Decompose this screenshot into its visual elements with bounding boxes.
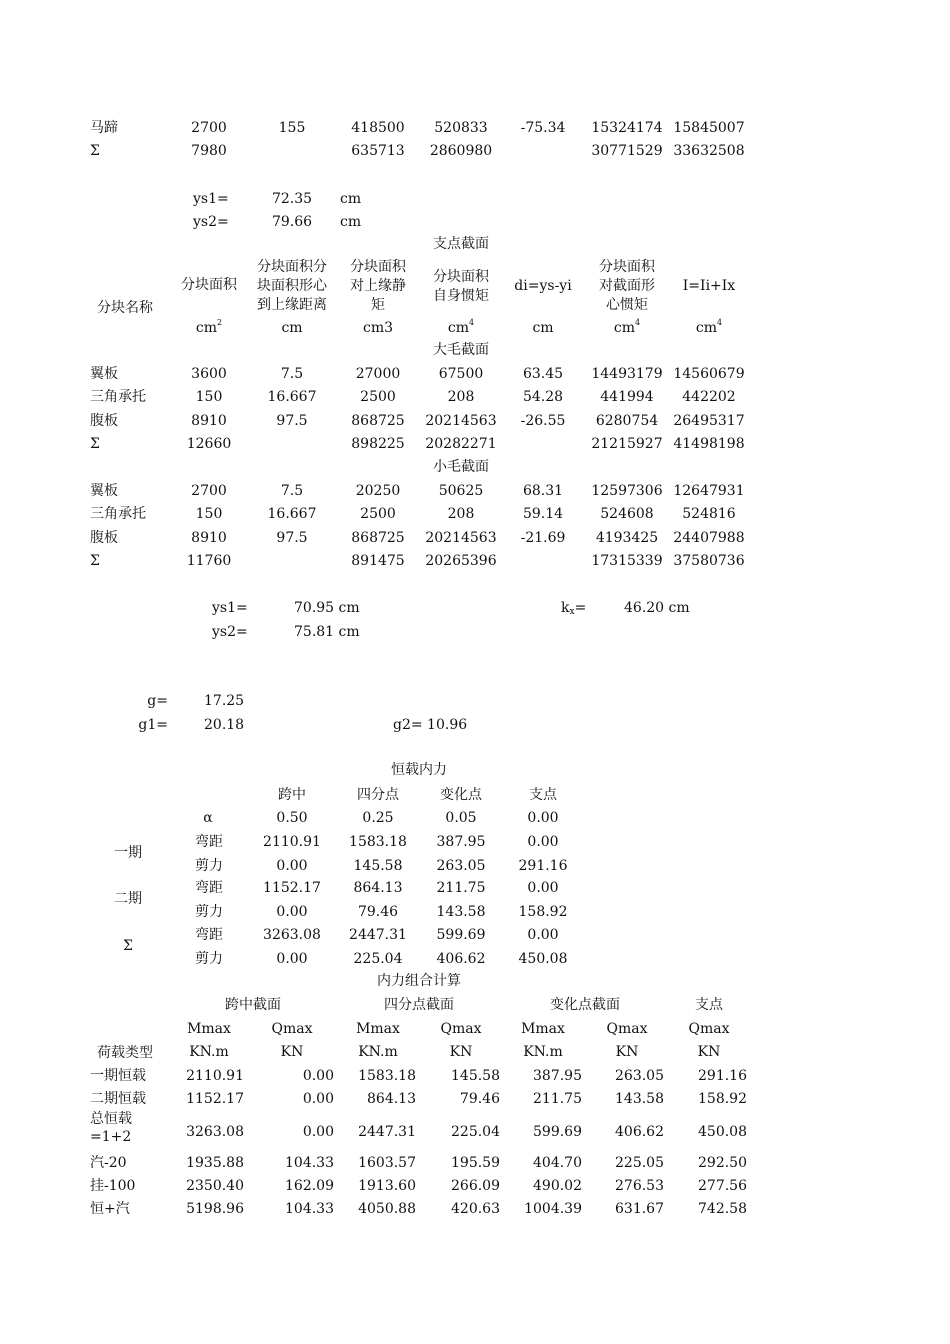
combo-row-name: 二期恒载 [90,1091,146,1107]
table-cell: 2500 [360,389,396,406]
dead-load-cell: 0.00 [527,880,559,896]
table-cell: 524816 [682,506,736,523]
table-cell: 97.5 [276,412,308,429]
dead-load-cell: 1583.18 [349,834,407,850]
section-title-small: 小毛截面 [433,459,489,475]
combo-cell: 263.05 [615,1068,664,1084]
table-cell: 12647931 [673,483,745,499]
combo-cell: 490.02 [533,1178,582,1194]
header-self-inertia: 分块面积自身惯矩 [433,269,489,304]
ys-unit: cm [340,191,362,207]
unit-exponent: 4 [717,318,723,327]
table-cell: 891475 [351,552,405,569]
table-cell: 50625 [438,483,484,499]
row-name: Σ [90,552,100,569]
combo-cell: 3263.08 [186,1124,244,1140]
dead-load-col-header: 变化点 [440,787,482,803]
dead-load-title: 恒载内力 [391,762,447,778]
combo-cell: 1004.39 [524,1201,582,1217]
table-cell: 898225 [351,435,405,452]
kx-subscript: x [569,607,575,617]
unit-total-inertia [696,320,722,337]
ys-label: ys1= [193,191,229,207]
combo-type-label: 荷载类型 [97,1045,153,1061]
combo-section-header: 四分点截面 [384,997,454,1013]
row-name: 马蹄 [90,120,118,136]
row-name: 三角承托 [90,389,146,406]
dead-load-group-name: 二期 [114,891,142,907]
row-name: Σ [90,143,100,159]
table-cell: 441994 [600,389,654,406]
combo-cell: 387.95 [533,1068,582,1084]
combo-cell: 104.33 [285,1201,334,1217]
combo-cell: 2350.40 [186,1178,244,1194]
combo-cell: 450.08 [698,1124,747,1140]
dead-load-cell: 0.00 [527,834,559,850]
table-cell: 3600 [191,366,227,382]
table-cell: 16.667 [267,506,317,523]
combo-cell: 1152.17 [186,1091,244,1107]
ys1-label: ys1= [212,600,248,616]
table-cell: 97.5 [276,529,308,546]
combo-cell: 406.62 [615,1124,664,1140]
table-cell: -75.34 [520,120,566,136]
alpha-value: 0.05 [445,810,477,826]
combo-qty-header: Qmax [688,1021,730,1037]
combo-qty-header: Qmax [606,1021,648,1037]
row-name: 腹板 [90,412,118,429]
unit-di [532,320,553,337]
combo-section-header: 支点 [695,997,723,1013]
kx-label [561,600,586,617]
combo-unit-header: KN [697,1044,721,1060]
table-cell: 14560679 [673,366,745,382]
g1-value: 20.18 [204,717,245,733]
combo-unit-header: KN [449,1044,473,1060]
combo-qty-header: Mmax [356,1021,400,1037]
unit-distance [281,320,302,337]
combo-unit-header: KN.m [523,1044,563,1060]
table-cell: 4193425 [595,529,659,546]
combo-qty-header: Mmax [187,1021,231,1037]
ys-value: 79.66 [271,214,313,230]
ys-unit: cm [340,214,362,230]
kx-equals: = [574,600,587,616]
table-cell: 24407988 [673,529,745,546]
table-cell: 635713 [351,143,405,159]
combo-cell: 276.53 [615,1178,664,1194]
table-cell: 8910 [191,412,227,429]
combo-cell: 420.63 [451,1201,500,1217]
alpha-value: 0.00 [527,810,559,826]
table-cell: 16.667 [267,389,317,406]
combo-cell: 0.00 [302,1091,334,1107]
row-name: 翼板 [90,483,118,499]
dead-load-col-header: 支点 [529,787,557,803]
row-name: Σ [90,435,100,452]
g1-label: g1= [138,717,168,733]
unit-area [196,320,222,337]
unit-exponent: 4 [469,318,475,327]
combo-cell: 599.69 [533,1124,582,1140]
dead-load-cell: 225.04 [353,951,403,967]
header-centroid-distance: 分块面积分块面积形心到上缘距离 [257,259,327,313]
combo-cell: 0.00 [302,1124,334,1140]
dead-load-row-label: 剪力 [195,904,223,920]
kx-symbol: k [561,600,570,616]
g-label: g= [147,693,168,709]
alpha-value: 0.25 [362,810,394,826]
table-cell: 17315339 [591,552,663,569]
combo-section-header: 跨中截面 [225,997,281,1013]
combo-cell: 266.09 [451,1178,500,1194]
combo-cell: 0.00 [302,1068,334,1084]
combo-row-name: 总恒载=1+2 [90,1111,132,1145]
table-cell: 7.5 [280,366,304,382]
unit-exponent: 2 [217,318,223,327]
alpha-label: α [203,810,213,826]
unit-self-inertia [448,320,474,337]
table-cell: -26.55 [520,412,566,429]
table-cell: 54.28 [522,389,564,406]
ys2-label: ys2= [212,624,248,640]
dead-load-cell: 0.00 [276,951,308,967]
dead-load-col-header: 四分点 [357,787,399,803]
dead-load-group-name: 一期 [114,845,142,861]
table-cell: 20265396 [425,552,497,569]
table-cell: 15324174 [591,120,663,136]
table-cell: 30771529 [591,143,663,159]
dead-load-cell: 263.05 [436,858,486,874]
dead-load-cell: 0.00 [276,858,308,874]
combo-qty-header: Qmax [440,1021,482,1037]
combo-cell: 631.67 [615,1201,664,1217]
table-cell: 868725 [351,412,405,429]
table-cell: 41498198 [673,435,745,452]
table-cell: 14493179 [591,366,663,382]
dead-load-cell: 291.16 [518,858,568,874]
combo-cell: 104.33 [285,1155,334,1171]
alpha-value: 0.50 [276,810,308,826]
combo-cell: 2447.31 [358,1124,416,1140]
table-cell: 7980 [191,143,227,159]
table-cell: 150 [195,389,223,406]
combo-cell: 4050.88 [358,1201,416,1217]
table-cell: 208 [447,389,475,406]
unit-exponent: 4 [635,318,641,327]
combo-cell: 1913.60 [358,1178,416,1194]
ys-label: ys2= [193,214,229,230]
unit-text: cm3 [362,320,394,336]
header-static-moment: 分块面积对上缘静矩 [350,259,406,313]
table-cell: 21215927 [591,435,663,452]
dead-load-cell: 3263.08 [263,927,321,943]
table-cell: 12660 [186,435,232,452]
table-cell: 26495317 [673,412,745,429]
unit-text: cm [532,320,554,336]
combo-cell: 225.05 [615,1155,664,1171]
dead-load-cell: 158.92 [518,904,568,920]
table-cell: 59.14 [522,506,564,523]
combo-unit-header: KN.m [358,1044,398,1060]
table-cell: 442202 [682,389,736,406]
unit-text: cm [613,320,636,336]
table-cell: 33632508 [673,143,745,159]
combo-section-header: 变化点截面 [550,997,620,1013]
ys-value: 72.35 [271,191,313,207]
dead-load-cell: 79.46 [357,904,399,920]
combo-cell: 742.58 [698,1201,747,1217]
dead-load-row-label: 剪力 [195,858,223,874]
table-cell: 208 [447,506,475,523]
dead-load-cell: 2447.31 [349,927,407,943]
kx-value: 46.20 cm [624,600,690,616]
combo-unit-header: KN.m [189,1044,229,1060]
table-cell: 67500 [438,366,484,382]
unit-text: cm [281,320,303,336]
g-value: 17.25 [204,693,245,709]
dead-load-col-header: 跨中 [278,787,306,803]
dead-load-cell: 599.69 [436,927,486,943]
combo-row-name: 恒+汽 [90,1201,130,1217]
combo-cell: 277.56 [698,1178,747,1194]
row-name: 翼板 [90,366,118,382]
dead-load-cell: 143.58 [436,904,486,920]
combo-unit-header: KN [280,1044,304,1060]
combo-cell: 195.59 [451,1155,500,1171]
unit-text: cm [447,320,470,336]
header-section-inertia: 分块面积对截面形心惯矩 [599,259,655,313]
combo-unit-header: KN [615,1044,639,1060]
row-name: 三角承托 [90,506,146,523]
table-cell: 63.45 [522,366,564,382]
combo-title: 内力组合计算 [377,973,461,989]
combo-cell: 211.75 [533,1091,582,1107]
table-cell: 868725 [351,529,405,546]
combo-cell: 2110.91 [186,1068,244,1084]
combo-cell: 145.58 [451,1068,500,1084]
dead-load-row-label: 弯距 [195,880,223,896]
combo-cell: 162.09 [285,1178,334,1194]
dead-load-cell: 450.08 [518,951,568,967]
header-area: 分块面积 [181,277,237,293]
header-total-inertia: I=Ii+Ix [682,278,736,294]
dead-load-row-label: 剪力 [195,951,223,967]
section-title-large: 大毛截面 [433,342,489,358]
combo-cell: 1603.57 [358,1155,416,1171]
unit-section-inertia [614,320,640,337]
dead-load-cell: 2110.91 [263,834,321,850]
table-cell: 20214563 [425,412,497,429]
section-title-support: 支点截面 [433,236,489,252]
table-cell: 7.5 [280,483,304,499]
combo-row-name: 汽-20 [90,1155,127,1171]
table-cell: 8910 [191,529,227,546]
combo-cell: 292.50 [698,1155,747,1171]
combo-cell: 404.70 [533,1155,582,1171]
table-cell: 155 [278,120,306,136]
combo-cell: 864.13 [367,1091,416,1107]
combo-cell: 291.16 [698,1068,747,1084]
table-cell: 20214563 [425,529,497,546]
dead-load-cell: 387.95 [436,834,486,850]
header-di: di=ys-yi [514,278,572,294]
dead-load-row-label: 弯距 [195,927,223,943]
table-cell: 2860980 [429,143,493,159]
table-cell: 11760 [186,552,232,569]
ys1-value: 70.95 cm [294,600,360,616]
dead-load-cell: 0.00 [527,927,559,943]
combo-cell: 79.46 [459,1091,500,1107]
dead-load-cell: 145.58 [353,858,403,874]
combo-cell: 1583.18 [358,1068,416,1084]
unit-text: cm [195,320,218,336]
combo-cell: 158.92 [698,1091,747,1107]
table-cell: 418500 [351,120,405,136]
combo-cell: 1935.88 [186,1155,244,1171]
table-cell: 27000 [355,366,401,382]
combo-qty-header: Mmax [521,1021,565,1037]
table-cell: 2500 [360,506,396,523]
table-cell: 20250 [355,483,401,499]
table-cell: 20282271 [425,435,497,452]
header-name: 分块名称 [97,300,153,316]
table-cell: 12597306 [591,483,663,499]
table-cell: 520833 [434,120,488,136]
table-cell: 524608 [600,506,654,523]
dead-load-cell: 211.75 [436,880,486,896]
combo-cell: 225.04 [451,1124,500,1140]
unit-text: cm [695,320,718,336]
table-cell: 6280754 [595,412,659,429]
table-cell: 68.31 [522,483,564,499]
table-cell: 37580736 [673,552,745,569]
dead-load-cell: 864.13 [353,880,403,896]
ys2-value: 75.81 cm [294,624,360,640]
table-cell: 150 [195,506,223,523]
combo-cell: 143.58 [615,1091,664,1107]
dead-load-cell: 406.62 [436,951,486,967]
combo-row-name: 一期恒载 [90,1068,146,1084]
table-cell: 2700 [191,120,227,136]
dead-load-cell: 0.00 [276,904,308,920]
combo-qty-header: Qmax [271,1021,313,1037]
table-cell: 2700 [191,483,227,499]
dead-load-cell: 1152.17 [263,880,321,896]
table-cell: 15845007 [673,120,745,136]
combo-row-name: 挂-100 [90,1178,136,1194]
combo-cell: 5198.96 [186,1201,244,1217]
row-name: 腹板 [90,529,118,546]
table-cell: -21.69 [520,529,566,546]
unit-static [363,320,393,337]
dead-load-row-label: 弯距 [195,834,223,850]
g2-text: g2= 10.96 [393,717,468,733]
dead-load-group-name: Σ [123,938,133,954]
